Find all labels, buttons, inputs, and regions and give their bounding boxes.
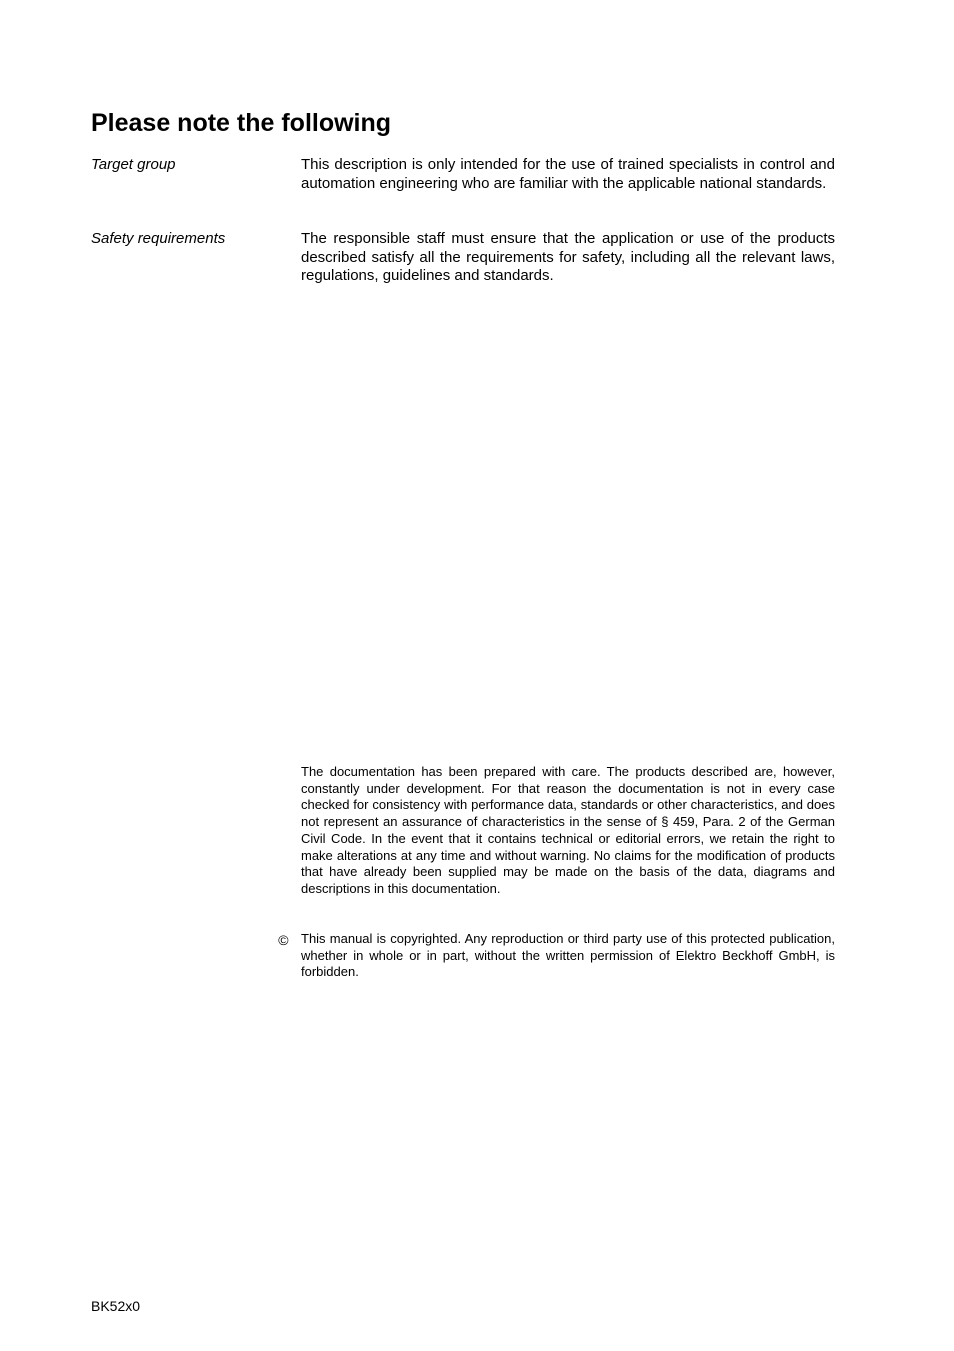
copyright-icon: © [278, 932, 289, 948]
footer-document-id: BK52x0 [91, 1298, 141, 1314]
disclaimer-text: The documentation has been prepared with care. The products described are, however, constantly under development. For that reason the documentation is not in every case checked for consistency with performance data, standards or other characteristics, and does not represent an assurance of characteristics in the sense of § 459, Para. 2 of the German Civil Code. In the event that it contains technical or editorial errors, we retain the right to make alterations at any time and without warning. No claims for the modification of products that have already been supplied may be made on the basis of the data, diagrams and descriptions in this documentation. [301, 764, 835, 896]
safety-requirements-text: The responsible staff must ensure that the application or use of the products described satisfy all the requirements for safety, including all the relevant laws, regulations, guidelines and standards. [301, 230, 835, 284]
target-group-text: This description is only intended for the use of trained specialists in control and automation engineering who are familiar with the applicable national standards. [301, 156, 835, 192]
target-group-label: Target group [91, 156, 176, 173]
page-title: Please note the following [91, 109, 392, 137]
safety-requirements-label: Safety requirements [91, 230, 226, 247]
copyright-text: This manual is copyrighted. Any reproduction or third party use of this protected publication, whether in whole or in part, without the written permission of Elektro Beckhoff GmbH, is forbidden. [301, 931, 835, 980]
